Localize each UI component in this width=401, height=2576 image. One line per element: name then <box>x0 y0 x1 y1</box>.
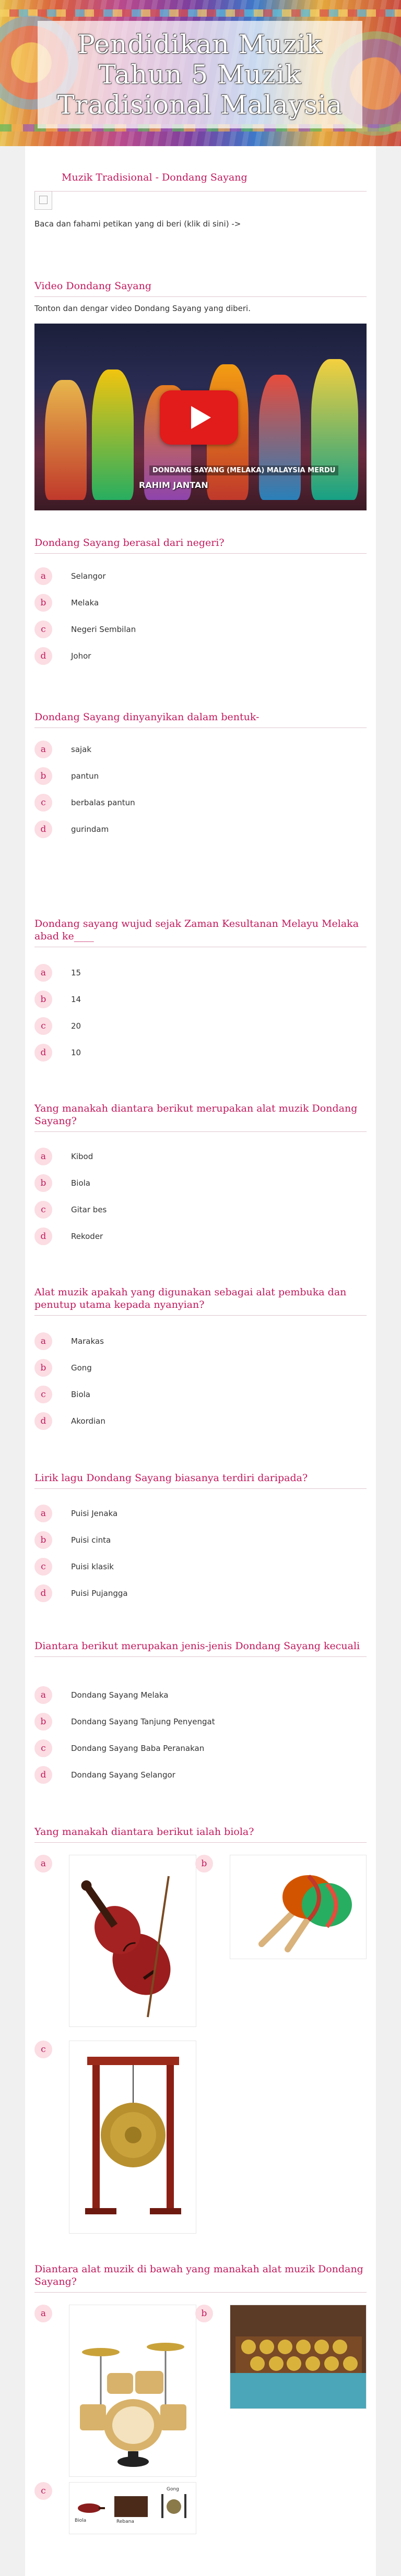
option-label: 15 <box>71 968 81 977</box>
page-title: Pendidikan Muzik Tahun 5 Muzik Tradisional Malaysia <box>57 29 343 120</box>
answer-option[interactable] <box>34 1708 367 1735</box>
collage-gong-icon <box>158 2493 190 2519</box>
option-letter: a <box>34 1148 52 1165</box>
answer-option[interactable] <box>34 1553 367 1580</box>
video-frame-figure <box>45 380 87 500</box>
answer-option[interactable] <box>34 1500 367 1526</box>
option-letter: c <box>34 621 52 638</box>
option-letter: c <box>34 794 52 812</box>
collage-label: Biola <box>75 2518 87 2523</box>
image-option[interactable] <box>34 2482 196 2534</box>
divider <box>34 1131 367 1132</box>
gong-image <box>69 2041 196 2234</box>
option-letter: a <box>34 1855 52 1873</box>
image-option[interactable] <box>34 2041 196 2234</box>
gong-icon <box>69 2041 196 2234</box>
gamelan-icon <box>230 2305 367 2409</box>
option-letter: d <box>34 820 52 838</box>
option-label: Puisi cinta <box>71 1535 111 1545</box>
option-letter: a <box>34 964 52 982</box>
option-letter: d <box>34 1044 52 1062</box>
answer-option[interactable] <box>34 1223 367 1249</box>
question-7-options <box>34 1681 367 1788</box>
option-label: 10 <box>71 1047 81 1057</box>
video-player[interactable] <box>34 324 367 510</box>
question-6 <box>34 1472 367 1489</box>
option-letter: b <box>195 2305 213 2322</box>
option-letter: d <box>34 1227 52 1245</box>
option-letter: b <box>34 594 52 612</box>
video-frame-figure <box>311 359 358 500</box>
option-letter: c <box>34 2482 52 2500</box>
option-label: Selangor <box>71 571 106 581</box>
option-label: Negeri Sembilan <box>71 624 136 634</box>
option-label: pantun <box>71 771 99 781</box>
option-letter: c <box>34 1739 52 1757</box>
answer-option[interactable] <box>34 1354 367 1381</box>
worksheet-card <box>25 146 376 2576</box>
answer-option[interactable] <box>34 589 367 616</box>
option-label: Rekoder <box>71 1231 103 1241</box>
divider <box>34 1315 367 1316</box>
option-label: Puisi Jenaka <box>71 1508 118 1518</box>
option-label: Melaka <box>71 598 99 607</box>
answer-option[interactable] <box>34 1580 367 1606</box>
video-instruction: Tonton dan dengar video Dondang Sayang yang diberi. <box>34 304 251 313</box>
video-overlay-name: RAHIM JANTAN <box>139 480 208 490</box>
option-letter: d <box>34 1584 52 1602</box>
option-label: Puisi klasik <box>71 1561 114 1571</box>
drum-kit-image <box>69 2305 196 2477</box>
video-frame-figure <box>92 369 134 500</box>
violin-icon <box>69 1855 196 2027</box>
answer-option[interactable] <box>34 789 367 816</box>
answer-option[interactable] <box>34 762 367 789</box>
option-label: Biola <box>71 1178 90 1188</box>
option-label: Akordian <box>71 1416 105 1426</box>
question-5 <box>34 1286 367 1316</box>
instrument-collage-image <box>69 2482 196 2534</box>
play-button[interactable] <box>160 390 238 445</box>
option-label: Dondang Sayang Baba Peranakan <box>71 1743 205 1753</box>
banner-pattern <box>0 9 401 17</box>
intro-instruction[interactable]: Baca dan fahami petikan yang di beri (klik di sini) -> <box>34 219 241 229</box>
image-question-1 <box>34 1826 367 1843</box>
option-label: Kibod <box>71 1151 93 1161</box>
option-letter: c <box>34 1558 52 1576</box>
question-3-options <box>34 959 367 1066</box>
intro-heading: Muzik Tradisional - Dondang Sayang <box>62 172 247 183</box>
option-label: 14 <box>71 994 81 1004</box>
option-label: Dondang Sayang Tanjung Penyengat <box>71 1716 215 1726</box>
option-letter: d <box>34 1412 52 1430</box>
option-letter: a <box>34 2305 52 2322</box>
image-option[interactable] <box>34 2305 196 2477</box>
question-6-options <box>34 1500 367 1606</box>
option-letter: d <box>34 647 52 665</box>
answer-option[interactable] <box>34 1170 367 1196</box>
answer-option[interactable] <box>34 816 367 842</box>
option-label: gurindam <box>71 824 109 834</box>
header-banner <box>0 0 401 146</box>
question-title: Dondang Sayang dinyanyikan dalam bentuk- <box>34 711 260 723</box>
divider <box>34 2292 367 2293</box>
collage-label: Gong <box>167 2487 179 2492</box>
answer-option[interactable] <box>34 1526 367 1553</box>
intro-section <box>34 171 367 192</box>
answer-option[interactable] <box>34 959 367 986</box>
question-title: Yang manakah diantara berikut merupakan alat muzik Dondang Sayang? <box>34 1103 358 1127</box>
question-title: Diantara berikut merupakan jenis-jenis Dondang Sayang kecuali <box>34 1640 360 1652</box>
question-1 <box>34 536 367 554</box>
question-2 <box>34 711 367 728</box>
collage-violin-icon <box>74 2500 105 2516</box>
option-label: 20 <box>71 1021 81 1031</box>
question-2-options <box>34 736 367 842</box>
option-letter: a <box>34 741 52 758</box>
question-title: Yang manakah diantara berikut ialah biola? <box>34 1826 254 1838</box>
option-letter: b <box>195 1855 213 1873</box>
image-option[interactable] <box>195 1855 367 1959</box>
option-letter: b <box>34 1359 52 1377</box>
video-section <box>34 280 367 297</box>
video-heading: Video Dondang Sayang <box>34 280 151 292</box>
answer-option[interactable] <box>34 563 367 589</box>
answer-option[interactable] <box>34 986 367 1012</box>
answer-option[interactable] <box>34 1012 367 1039</box>
maracas-image <box>230 1855 367 1959</box>
answer-option[interactable] <box>34 1328 367 1354</box>
question-title: Lirik lagu Dondang Sayang biasanya terdiri daripada? <box>34 1472 308 1484</box>
collage-rebana-icon <box>114 2496 148 2517</box>
video-caption: DONDANG SAYANG (MELAKA) MALAYSIA MERDU <box>149 466 338 475</box>
gamelan-image <box>230 2305 367 2409</box>
divider <box>34 296 367 297</box>
option-label: Biola <box>71 1389 90 1399</box>
answer-option[interactable] <box>34 616 367 642</box>
answer-option[interactable] <box>34 1196 367 1223</box>
question-title: Dondang Sayang berasal dari negeri? <box>34 537 225 548</box>
image-question-2 <box>34 2263 367 2293</box>
option-letter: b <box>34 1174 52 1192</box>
answer-option[interactable] <box>34 1381 367 1408</box>
answer-option[interactable] <box>34 1039 367 1066</box>
option-letter: c <box>34 1017 52 1035</box>
image-option[interactable] <box>34 1855 196 2027</box>
answer-option[interactable] <box>34 1143 367 1170</box>
option-letter: d <box>34 1766 52 1784</box>
video-frame-figure <box>259 375 301 500</box>
option-letter: a <box>34 1686 52 1704</box>
image-option[interactable] <box>195 2305 367 2409</box>
play-icon <box>191 406 211 429</box>
answer-option[interactable] <box>34 1681 367 1708</box>
divider <box>34 553 367 554</box>
drum-kit-icon <box>69 2305 196 2477</box>
broken-image-icon <box>34 191 52 210</box>
divider <box>34 1656 367 1657</box>
option-label: Gitar bes <box>71 1204 107 1214</box>
question-title: Dondang sayang wujud sejak Zaman Kesultanan Melayu Melaka abad ke____ <box>34 918 359 942</box>
option-label: berbalas pantun <box>71 797 135 807</box>
option-letter: c <box>34 1386 52 1403</box>
divider <box>34 1488 367 1489</box>
option-label: Dondang Sayang Melaka <box>71 1690 169 1700</box>
title-box <box>38 21 362 128</box>
option-letter: b <box>34 991 52 1008</box>
question-title: Diantara alat muzik di bawah yang manakah alat muzik Dondang Sayang? <box>34 2263 363 2287</box>
option-label: Marakas <box>71 1336 104 1346</box>
option-label: Johor <box>71 651 91 661</box>
option-letter: a <box>34 567 52 585</box>
question-7 <box>34 1640 367 1657</box>
option-letter: c <box>34 2041 52 2058</box>
answer-option[interactable] <box>34 642 367 669</box>
question-5-options <box>34 1328 367 1434</box>
option-letter: c <box>34 1201 52 1219</box>
maracas-icon <box>230 1855 367 1959</box>
question-title: Alat muzik apakah yang digunakan sebagai alat pembuka dan penutup utama kepada nyanyian? <box>34 1286 347 1310</box>
answer-option[interactable] <box>34 1408 367 1434</box>
answer-option[interactable] <box>34 1761 367 1788</box>
option-label: sajak <box>71 744 92 754</box>
option-letter: a <box>34 1505 52 1522</box>
question-3 <box>34 917 367 947</box>
option-letter: b <box>34 1531 52 1549</box>
option-label: Dondang Sayang Selangor <box>71 1770 175 1780</box>
divider <box>34 191 367 192</box>
option-letter: b <box>34 1713 52 1731</box>
answer-option[interactable] <box>34 1735 367 1761</box>
option-letter: b <box>34 767 52 785</box>
answer-option[interactable] <box>34 736 367 762</box>
divider <box>34 1842 367 1843</box>
question-4 <box>34 1102 367 1132</box>
question-1-options <box>34 563 367 669</box>
option-label: Puisi Pujangga <box>71 1588 128 1598</box>
option-label: Gong <box>71 1363 92 1373</box>
option-letter: a <box>34 1332 52 1350</box>
violin-image <box>69 1855 196 2027</box>
collage-label: Rebana <box>116 2519 134 2524</box>
question-4-options <box>34 1143 367 1249</box>
